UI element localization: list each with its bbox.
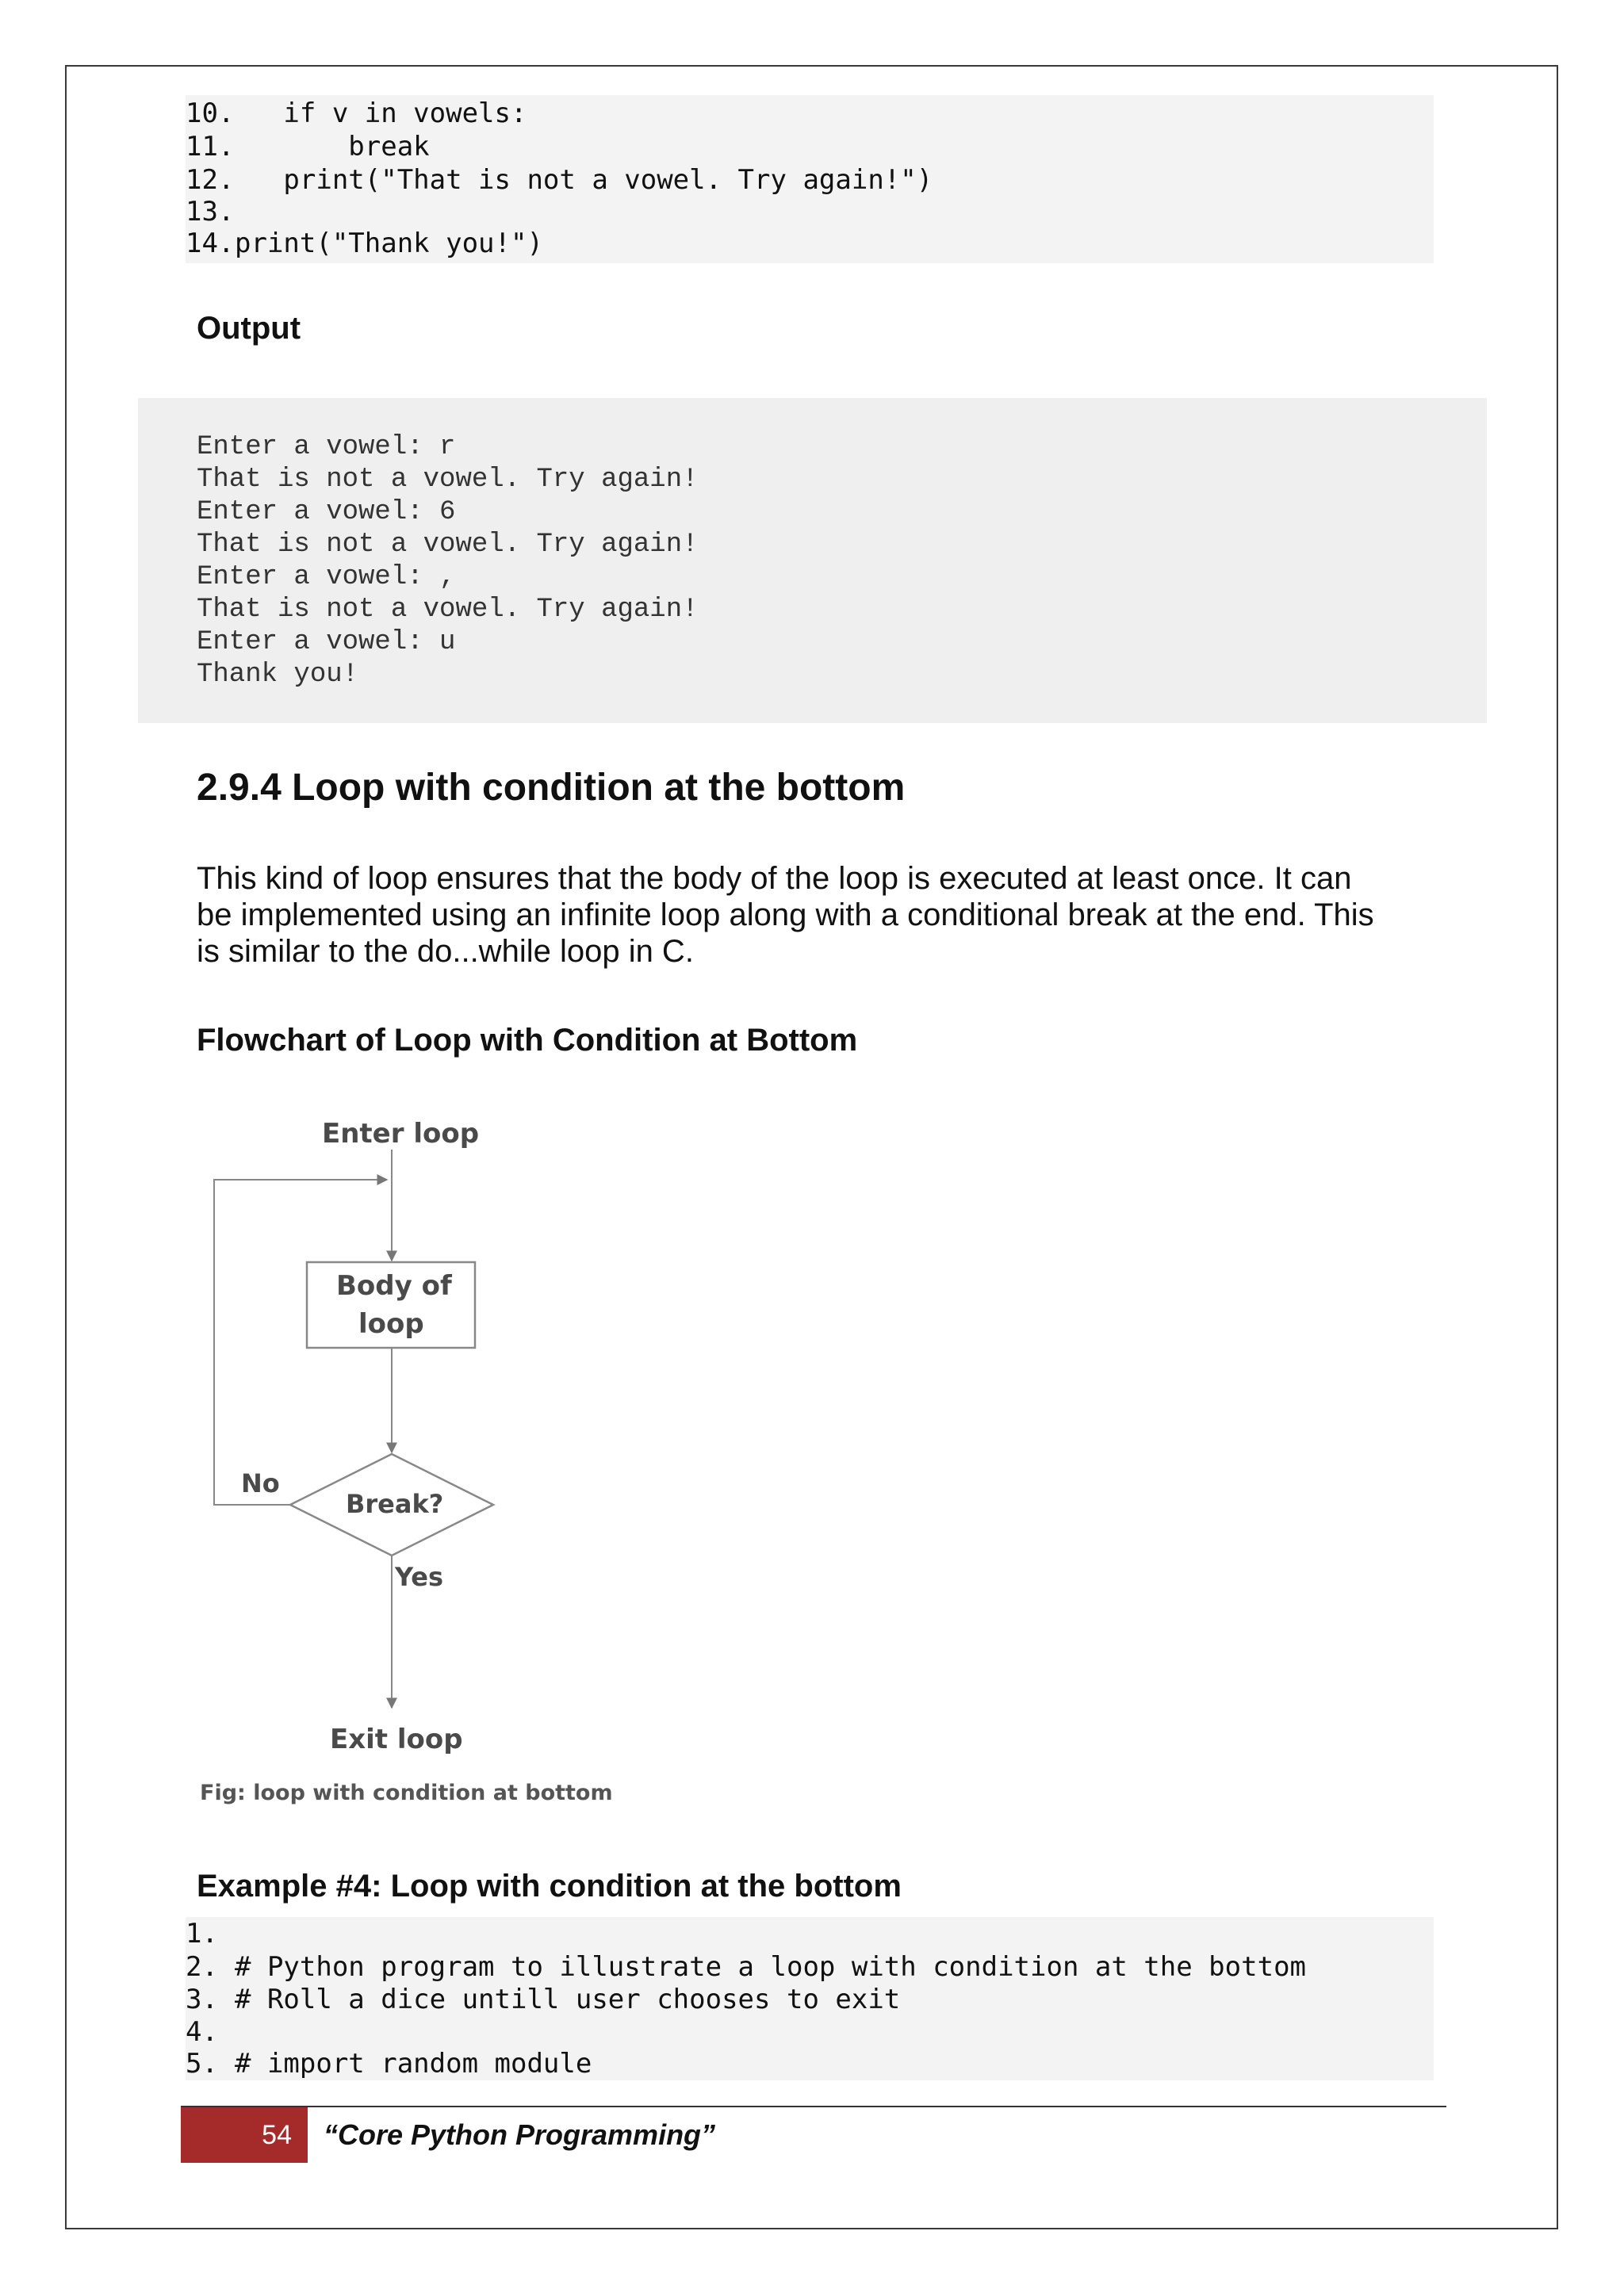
output-line: That is not a vowel. Try again! (197, 595, 699, 625)
flowchart-heading: Flowchart of Loop with Condition at Bottom (197, 1023, 858, 1058)
flow-no-label: No (241, 1468, 280, 1498)
footer-book-title: “Core Python Programming” (324, 2118, 716, 2151)
paragraph-line: is similar to the do...while loop in C. (197, 934, 694, 969)
output-line: Thank you! (197, 660, 359, 690)
page-number: 54 (181, 2107, 308, 2163)
body-paragraph (197, 860, 1434, 970)
output-line: Enter a vowel: r (197, 432, 456, 462)
figure-caption: Fig: loop with condition at bottom (200, 1781, 613, 1805)
flow-enter-label: Enter loop (322, 1118, 480, 1150)
output-heading: Output (197, 311, 301, 346)
code-line: 3. # Roll a dice untill user chooses to exit (186, 1984, 901, 2015)
code-line: 11. break (186, 131, 430, 163)
code-line: 10. if v in vowels: (186, 98, 527, 129)
flow-yes-label: Yes (395, 1562, 443, 1592)
flow-exit-label: Exit loop (330, 1724, 463, 1755)
code-line: 4. (186, 2016, 218, 2048)
output-line: Enter a vowel: 6 (197, 497, 456, 527)
output-line: Enter a vowel: , (197, 562, 456, 592)
flowchart-diagram (198, 1094, 531, 1776)
output-line: That is not a vowel. Try again! (197, 465, 699, 495)
flow-body-label-1: Body of (336, 1270, 452, 1302)
output-block (138, 398, 1487, 723)
code-line: 14.print("Thank you!") (186, 228, 543, 259)
code-line: 13. (186, 196, 235, 228)
section-heading: 2.9.4 Loop with condition at the bottom (197, 767, 906, 809)
paragraph-line: This kind of loop ensures that the body of the loop is executed at least once. It can (197, 861, 1352, 896)
output-line: Enter a vowel: u (197, 627, 456, 657)
code-block-top (186, 95, 1434, 263)
output-line: That is not a vowel. Try again! (197, 530, 699, 560)
flow-body-label-2: loop (358, 1308, 424, 1340)
code-line: 5. # import random module (186, 2048, 592, 2080)
flow-decision-label: Break? (346, 1489, 444, 1519)
code-block-bottom (186, 1917, 1434, 2080)
paragraph-line: be implemented using an infinite loop along with a conditional break at the end. This (197, 897, 1374, 932)
example-heading: Example #4: Loop with condition at the bottom (197, 1869, 902, 1904)
code-line: 2. # Python program to illustrate a loop with condition at the bottom (186, 1951, 1307, 1983)
code-line: 12. print("That is not a vowel. Try again!") (186, 164, 933, 196)
code-line: 1. (186, 1918, 218, 1950)
